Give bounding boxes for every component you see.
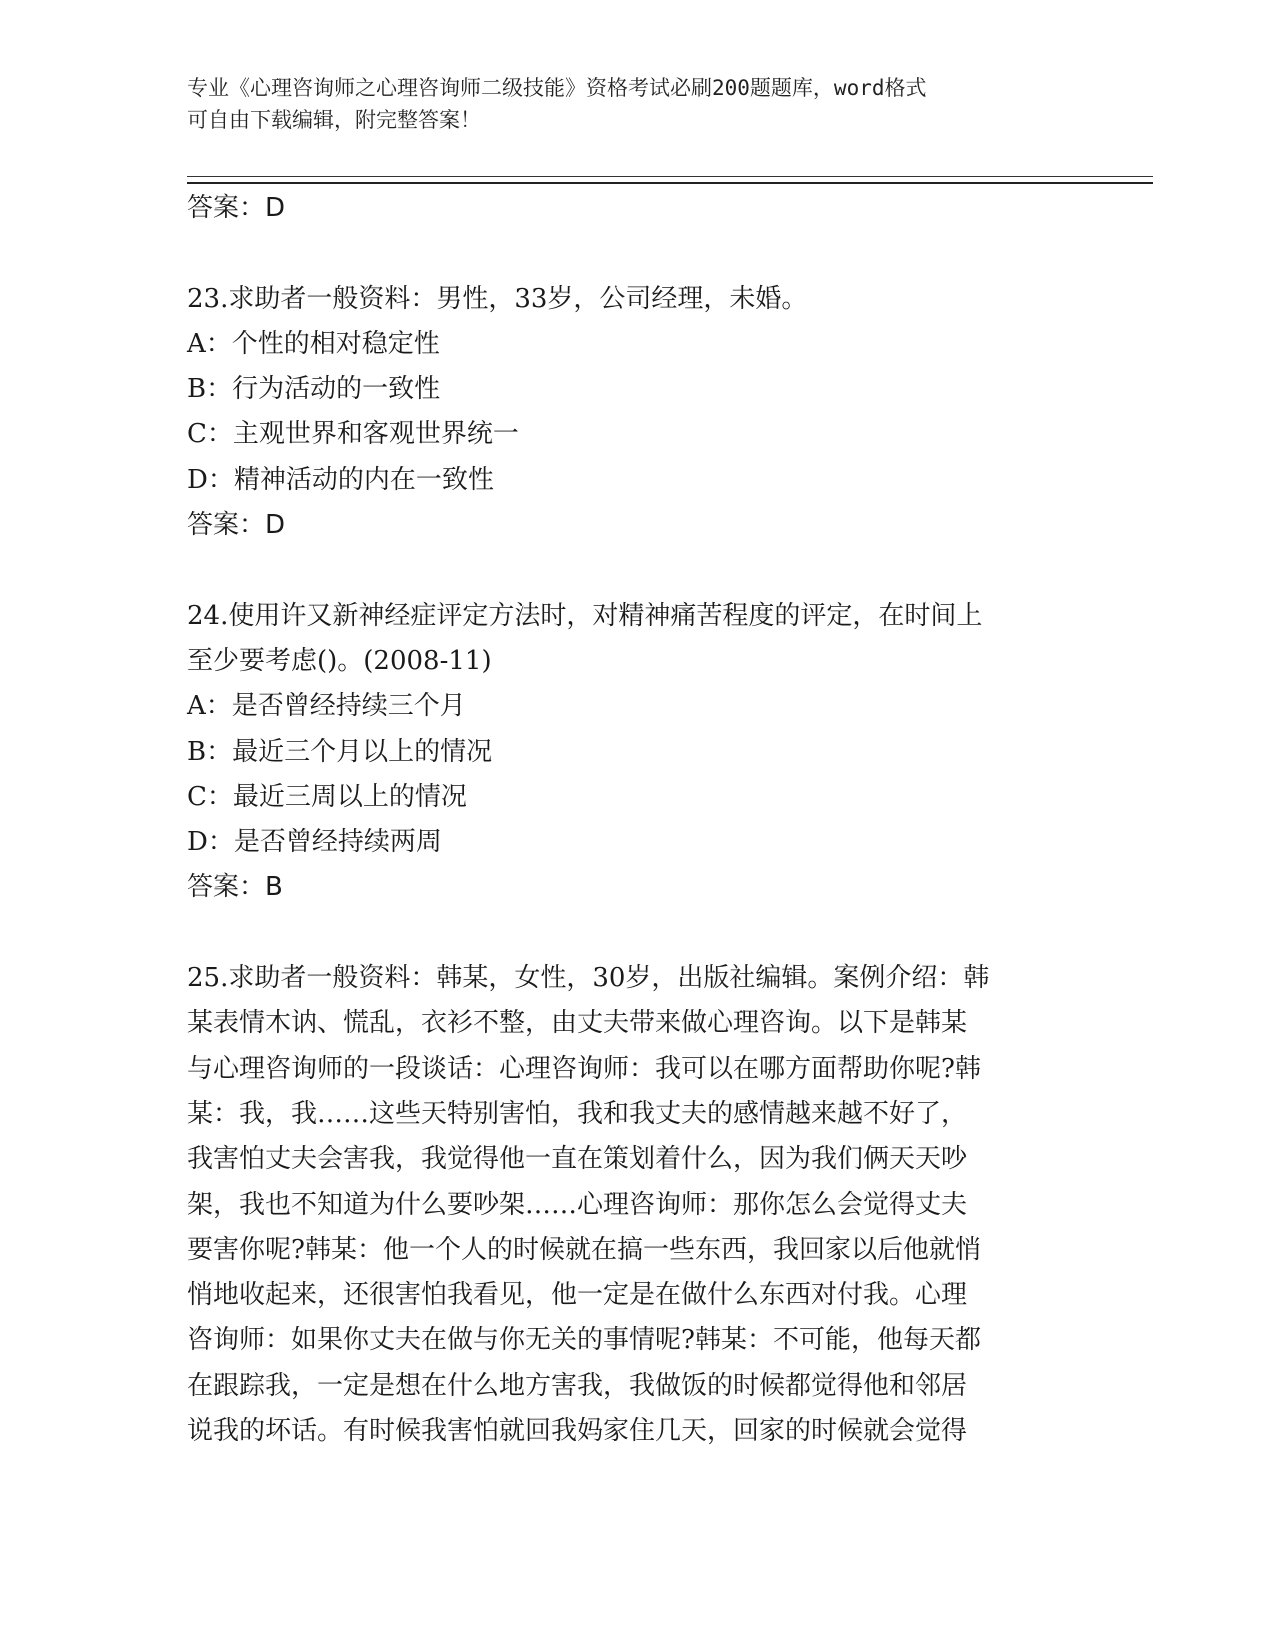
header-line-1: 专业《心理咨询师之心理咨询师二级技能》资格考试必刷200题题库，word格式 [187,76,927,100]
option-b: B：行为活动的一致性 [187,374,441,405]
question-text: 咨询师：如果你丈夫在做与你无关的事情呢?韩某：不可能，他每天都 [187,1325,981,1356]
question-23 [187,277,1087,549]
option-c: C：主观世界和客观世界统一 [187,419,519,450]
header-divider-thick [187,182,1153,184]
spacer [187,548,1087,593]
option-d: D：精神活动的内在一致性 [187,464,494,495]
question-text: 24.使用许又新神经症评定方法时，对精神痛苦程度的评定，在时间上 [187,600,983,631]
question-25 [187,956,1087,1454]
option-c: C：最近三周以上的情况 [187,781,467,812]
option-a: A：是否曾经持续三个月 [187,691,466,722]
answer-line: 答案：B [187,872,283,903]
question-text: 架，我也不知道为什么要吵架……心理咨询师：那你怎么会觉得丈夫 [187,1189,968,1220]
option-b: B：最近三个月以上的情况 [187,736,493,767]
question-24 [187,594,1087,911]
question-text: 在跟踪我，一定是想在什么地方害我，我做饭的时候都觉得他和邻居 [187,1370,968,1401]
question-text: 要害你呢?韩某：他一个人的时候就在搞一些东西，我回家以后他就悄 [187,1234,981,1265]
answer-line: 答案：D [187,193,286,223]
header-line-2: 可自由下载编辑，附完整答案！ [187,108,481,132]
question-text: 25.求助者一般资料：韩某，女性，30岁，出版社编辑。案例介绍：韩 [187,963,990,994]
document-body [187,186,1087,1454]
question-text: 我害怕丈夫会害我，我觉得他一直在策划着什么，因为我们俩天天吵 [187,1144,968,1175]
option-d: D：是否曾经持续两周 [187,827,442,858]
question-text: 与心理咨询师的一段谈话：心理咨询师：我可以在哪方面帮助你呢?韩 [187,1053,981,1084]
answer-line: 答案：D [187,510,286,541]
question-text: 至少要考虑()。(2008-11) [187,645,492,676]
question-text: 某：我，我……这些天特别害怕，我和我丈夫的感情越来越不好了， [187,1098,968,1129]
option-a: A：个性的相对稳定性 [187,328,440,359]
question-text: 某表情木讷、慌乱，衣衫不整，由丈夫带来做心理咨询。以下是韩某 [187,1008,968,1039]
header-divider-thin [187,176,1153,177]
question-text: 说我的坏话。有时候我害怕就回我妈家住几天，回家的时候就会觉得 [187,1416,968,1447]
document-header [187,72,1067,136]
spacer [187,911,1087,956]
question-text: 23.求助者一般资料：男性，33岁，公司经理，未婚。 [187,283,808,314]
spacer [187,231,1087,276]
question-text: 悄地收起来，还很害怕我看见，他一定是在做什么东西对付我。心理 [187,1280,968,1311]
